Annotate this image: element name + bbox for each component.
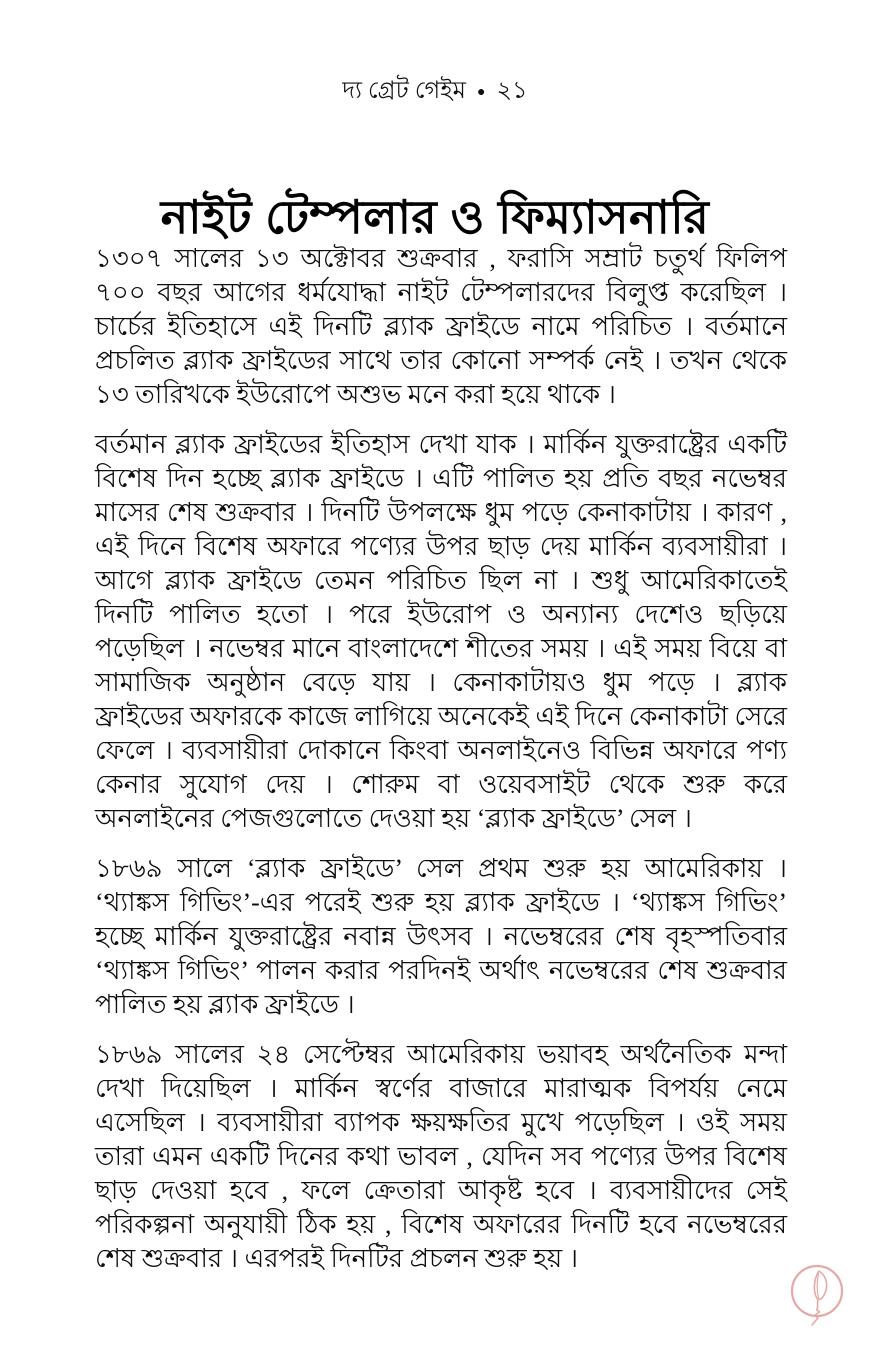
paragraph: বর্তমান ব্ল্যাক ফ্রাইডের ইতিহাস দেখা যাক । মার্কিন যুক্তরাষ্ট্রের একটি বিশেষ দিন হচ্ছে ব্ল্যাক ফ্রাইডে । এটি পালিত হয় প্রতি বছর নভেম্বর মাসের শেষ শুক্রবার । দিনটি উপলক্ষে ধুম পড়ে কেনাকাটায় । কারণ , এই দিনে বিশেষ অফারে পণ্যের উপর ছাড় দেয় মার্কিন ব্যবসায়ীরা । আগে ব্ল্যাক ফ্রাইডে তেমন পরিচিত ছিল না । শুধু আমেরিকাতেই দিনটি পালিত হতো । পরে ইউরোপ ও অন্যান্য দেশেও ছড়িয়ে পড়েছিল । নভেম্বর মানে বাংলাদেশে শীতের সময় । এই সময় বিয়ে বা সামাজিক অনুষ্ঠান বেড়ে যায় । কেনাকাটায়ও ধুম পড়ে । ব্ল্যাক ফ্রাইডের অফারকে কাজে লাগিয়ে অনেকেই এই দিনে কেনাকাটা সেরে ফেলে । ব্যবসায়ীরা দোকানে কিংবা অনলাইনেও বিভিন্ন অফারে পণ্য কেনার সুযোগ দেয় । শোরুম বা ওয়েবসাইট থেকে শুরু করে অনলাইনের পেজগুলোতে দেওয়া হয় ‘ব্ল্যাক ফ্রাইডে’ সেল । [95,430,787,833]
paragraph: ১৮৬৯ সালে ‘ব্ল্যাক ফ্রাইডে’ সেল প্রথম শুরু হয় আমেরিকায় । ‘থ্যাঙ্কস গিভিং’-এর পরেই শুরু হয় ব্ল্যাক ফ্রাইডে । ‘থ্যাঙ্কস গিভিং’ হচ্ছে মার্কিন যুক্তরাষ্ট্রের নবান্ন উৎসব । নভেম্বরের শেষ বৃহস্পতিবার ‘থ্যাঙ্কস গিভিং’ পালন করার পরদিনই অর্থাৎ নভেম্বরের শেষ শুক্রবার পালিত হয় ব্ল্যাক ফ্রাইডে । [95,854,787,1019]
chapter-title: নাইট টেম্পলার ও ফিম্যাসনারি [160,190,710,243]
quill-icon [788,1260,848,1330]
paragraph: ১৮৬৯ সালের ২৪ সেপ্টেম্বর আমেরিকায় ভয়াবহ অর্থনৈতিক মন্দা দেখা দিয়েছিল । মার্কিন স্বর্ণের বাজারে মারাত্মক বিপর্যয় নেমে এসেছিল । ব্যবসায়ীরা ব্যাপক ক্ষয়ক্ষতির মুখে পড়েছিল । ওই সময় তারা এমন একটি দিনের কথা ভাবল , যেদিন সব পণ্যের উপর বিশেষ ছাড় দেওয়া হবে , ফলে ক্রেতারা আকৃষ্ট হবে । ব্যবসায়ীদের সেই পরিকল্পনা অনুযায়ী ঠিক হয় , বিশেষ অফারের দিনটি হবে নভেম্বরের শেষ শুক্রবার । এরপরই দিনটির প্রচলন শুরু হয় । [95,1040,787,1273]
bullet-separator-icon: ● [476,85,486,100]
paragraph: ১৩০৭ সালের ১৩ অক্টোবর শুক্রবার , ফরাসি সম্রাট চতুর্থ ফিলিপ ৭০০ বছর আগের ধর্মযোদ্ধা নাইট টেম্পলারদের বিলুপ্ত করেছিল । চার্চের ইতিহাসে এই দিনটি ব্ল্যাক ফ্রাইডে নামে পরিচিত । বর্তমানে প্রচলিত ব্ল্যাক ফ্রাইডের সাথে তার কোনো সম্পর্ক নেই । তখন থেকে ১৩ তারিখকে ইউরোপে অশুভ মনে করা হয়ে থাকে । [95,244,787,409]
chapter-body [95,242,787,1276]
page-number: ২১ [496,78,528,104]
publisher-logo [788,1260,848,1330]
running-header [0,72,870,112]
running-header-book-title: দ্য গ্রেট গেইম [342,78,466,104]
